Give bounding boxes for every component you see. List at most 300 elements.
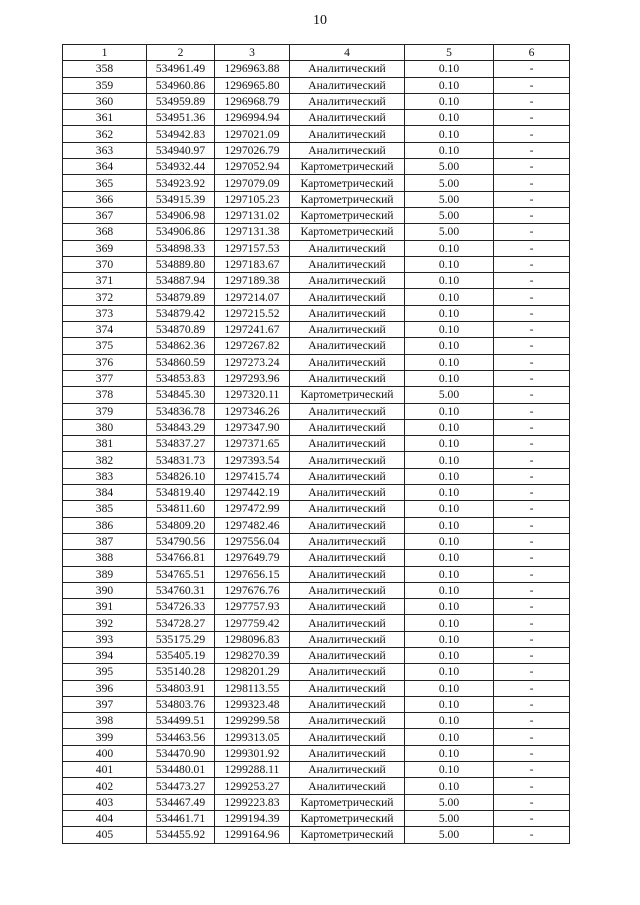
point-number-cell: 385	[63, 501, 147, 517]
x-coordinate-cell: 534870.89	[147, 322, 215, 338]
table-row	[63, 305, 570, 321]
y-coordinate-cell: 1297757.93	[215, 599, 290, 615]
table-row	[63, 810, 570, 826]
accuracy-cell: 0.10	[405, 93, 494, 109]
y-coordinate-cell: 1296963.88	[215, 61, 290, 77]
column-header-3: 3	[215, 45, 290, 61]
accuracy-cell: 0.10	[405, 647, 494, 663]
y-coordinate-cell: 1297676.76	[215, 582, 290, 598]
accuracy-cell: 5.00	[405, 794, 494, 810]
table-row	[63, 419, 570, 435]
accuracy-cell: 0.10	[405, 452, 494, 468]
y-coordinate-cell: 1297105.23	[215, 191, 290, 207]
note-cell: -	[494, 207, 570, 223]
table-row	[63, 729, 570, 745]
coordinates-table	[62, 44, 570, 844]
x-coordinate-cell: 535140.28	[147, 664, 215, 680]
method-cell: Аналитический	[290, 322, 405, 338]
x-coordinate-cell: 534915.39	[147, 191, 215, 207]
x-coordinate-cell: 534942.83	[147, 126, 215, 142]
point-number-cell: 399	[63, 729, 147, 745]
table-row	[63, 403, 570, 419]
accuracy-cell: 0.10	[405, 664, 494, 680]
note-cell: -	[494, 599, 570, 615]
note-cell: -	[494, 582, 570, 598]
accuracy-cell: 0.10	[405, 778, 494, 794]
note-cell: -	[494, 387, 570, 403]
column-header-1: 1	[63, 45, 147, 61]
table-row	[63, 696, 570, 712]
note-cell: -	[494, 354, 570, 370]
column-header-2: 2	[147, 45, 215, 61]
point-number-cell: 404	[63, 810, 147, 826]
x-coordinate-cell: 535175.29	[147, 631, 215, 647]
x-coordinate-cell: 534951.36	[147, 110, 215, 126]
note-cell: -	[494, 175, 570, 191]
point-number-cell: 402	[63, 778, 147, 794]
x-coordinate-cell: 534862.36	[147, 338, 215, 354]
method-cell: Картометрический	[290, 191, 405, 207]
note-cell: -	[494, 468, 570, 484]
table-row	[63, 533, 570, 549]
table-row	[63, 713, 570, 729]
note-cell: -	[494, 338, 570, 354]
point-number-cell: 369	[63, 240, 147, 256]
table-row	[63, 240, 570, 256]
y-coordinate-cell: 1297556.04	[215, 533, 290, 549]
method-cell: Аналитический	[290, 338, 405, 354]
x-coordinate-cell: 534760.31	[147, 582, 215, 598]
method-cell: Картометрический	[290, 207, 405, 223]
table-row	[63, 452, 570, 468]
point-number-cell: 387	[63, 533, 147, 549]
note-cell: -	[494, 403, 570, 419]
y-coordinate-cell: 1299301.92	[215, 745, 290, 761]
note-cell: -	[494, 827, 570, 843]
point-number-cell: 382	[63, 452, 147, 468]
y-coordinate-cell: 1297052.94	[215, 159, 290, 175]
accuracy-cell: 0.10	[405, 745, 494, 761]
note-cell: -	[494, 517, 570, 533]
accuracy-cell: 0.10	[405, 370, 494, 386]
accuracy-cell: 5.00	[405, 827, 494, 843]
method-cell: Аналитический	[290, 533, 405, 549]
y-coordinate-cell: 1297442.19	[215, 485, 290, 501]
note-cell: -	[494, 93, 570, 109]
table-row	[63, 599, 570, 615]
accuracy-cell: 0.10	[405, 240, 494, 256]
note-cell: -	[494, 436, 570, 452]
method-cell: Аналитический	[290, 256, 405, 272]
accuracy-cell: 5.00	[405, 810, 494, 826]
note-cell: -	[494, 778, 570, 794]
x-coordinate-cell: 534728.27	[147, 615, 215, 631]
note-cell: -	[494, 485, 570, 501]
table-row	[63, 354, 570, 370]
point-number-cell: 396	[63, 680, 147, 696]
y-coordinate-cell: 1297131.38	[215, 224, 290, 240]
note-cell: -	[494, 240, 570, 256]
accuracy-cell: 5.00	[405, 387, 494, 403]
table-row	[63, 680, 570, 696]
method-cell: Картометрический	[290, 827, 405, 843]
method-cell: Аналитический	[290, 110, 405, 126]
accuracy-cell: 0.10	[405, 436, 494, 452]
method-cell: Аналитический	[290, 729, 405, 745]
method-cell: Аналитический	[290, 745, 405, 761]
accuracy-cell: 0.10	[405, 142, 494, 158]
table-row	[63, 615, 570, 631]
note-cell: -	[494, 61, 570, 77]
x-coordinate-cell: 534480.01	[147, 762, 215, 778]
point-number-cell: 397	[63, 696, 147, 712]
x-coordinate-cell: 535405.19	[147, 647, 215, 663]
accuracy-cell: 0.10	[405, 485, 494, 501]
method-cell: Аналитический	[290, 762, 405, 778]
x-coordinate-cell: 534923.92	[147, 175, 215, 191]
note-cell: -	[494, 550, 570, 566]
method-cell: Аналитический	[290, 289, 405, 305]
point-number-cell: 395	[63, 664, 147, 680]
accuracy-cell: 0.10	[405, 403, 494, 419]
y-coordinate-cell: 1299323.48	[215, 696, 290, 712]
point-number-cell: 403	[63, 794, 147, 810]
x-coordinate-cell: 534887.94	[147, 273, 215, 289]
accuracy-cell: 0.10	[405, 305, 494, 321]
table-row	[63, 207, 570, 223]
y-coordinate-cell: 1297320.11	[215, 387, 290, 403]
accuracy-cell: 0.10	[405, 289, 494, 305]
x-coordinate-cell: 534932.44	[147, 159, 215, 175]
note-cell: -	[494, 647, 570, 663]
point-number-cell: 389	[63, 566, 147, 582]
x-coordinate-cell: 534889.80	[147, 256, 215, 272]
y-coordinate-cell: 1297347.90	[215, 419, 290, 435]
method-cell: Аналитический	[290, 615, 405, 631]
note-cell: -	[494, 289, 570, 305]
y-coordinate-cell: 1297241.67	[215, 322, 290, 338]
point-number-cell: 362	[63, 126, 147, 142]
accuracy-cell: 0.10	[405, 77, 494, 93]
y-coordinate-cell: 1298201.29	[215, 664, 290, 680]
table-row	[63, 93, 570, 109]
table-header	[63, 45, 570, 61]
point-number-cell: 364	[63, 159, 147, 175]
method-cell: Аналитический	[290, 142, 405, 158]
table-row	[63, 566, 570, 582]
note-cell: -	[494, 762, 570, 778]
note-cell: -	[494, 224, 570, 240]
table-row	[63, 289, 570, 305]
y-coordinate-cell: 1297079.09	[215, 175, 290, 191]
accuracy-cell: 0.10	[405, 550, 494, 566]
x-coordinate-cell: 534961.49	[147, 61, 215, 77]
x-coordinate-cell: 534843.29	[147, 419, 215, 435]
table-row	[63, 762, 570, 778]
table-row	[63, 468, 570, 484]
point-number-cell: 386	[63, 517, 147, 533]
y-coordinate-cell: 1299164.96	[215, 827, 290, 843]
table-row	[63, 827, 570, 843]
table-row	[63, 501, 570, 517]
note-cell: -	[494, 77, 570, 93]
note-cell: -	[494, 713, 570, 729]
point-number-cell: 359	[63, 77, 147, 93]
table-row	[63, 338, 570, 354]
table-row	[63, 256, 570, 272]
point-number-cell: 392	[63, 615, 147, 631]
page-number: 10	[313, 13, 327, 28]
header-row	[63, 45, 570, 61]
point-number-cell: 370	[63, 256, 147, 272]
x-coordinate-cell: 534826.10	[147, 468, 215, 484]
accuracy-cell: 0.10	[405, 599, 494, 615]
accuracy-cell: 0.10	[405, 126, 494, 142]
point-number-cell: 363	[63, 142, 147, 158]
y-coordinate-cell: 1299299.58	[215, 713, 290, 729]
accuracy-cell: 0.10	[405, 615, 494, 631]
x-coordinate-cell: 534461.71	[147, 810, 215, 826]
point-number-cell: 400	[63, 745, 147, 761]
method-cell: Картометрический	[290, 810, 405, 826]
y-coordinate-cell: 1296965.80	[215, 77, 290, 93]
x-coordinate-cell: 534836.78	[147, 403, 215, 419]
accuracy-cell: 0.10	[405, 338, 494, 354]
point-number-cell: 391	[63, 599, 147, 615]
accuracy-cell: 0.10	[405, 680, 494, 696]
x-coordinate-cell: 534819.40	[147, 485, 215, 501]
y-coordinate-cell: 1299288.11	[215, 762, 290, 778]
table-row	[63, 370, 570, 386]
point-number-cell: 361	[63, 110, 147, 126]
accuracy-cell: 0.10	[405, 729, 494, 745]
point-number-cell: 371	[63, 273, 147, 289]
method-cell: Аналитический	[290, 696, 405, 712]
accuracy-cell: 0.10	[405, 533, 494, 549]
x-coordinate-cell: 534463.56	[147, 729, 215, 745]
point-number-cell: 374	[63, 322, 147, 338]
x-coordinate-cell: 534960.86	[147, 77, 215, 93]
note-cell: -	[494, 322, 570, 338]
y-coordinate-cell: 1297393.54	[215, 452, 290, 468]
table-row	[63, 647, 570, 663]
point-number-cell: 401	[63, 762, 147, 778]
accuracy-cell: 0.10	[405, 582, 494, 598]
y-coordinate-cell: 1297759.42	[215, 615, 290, 631]
method-cell: Аналитический	[290, 126, 405, 142]
x-coordinate-cell: 534765.51	[147, 566, 215, 582]
note-cell: -	[494, 305, 570, 321]
y-coordinate-cell: 1297267.82	[215, 338, 290, 354]
note-cell: -	[494, 729, 570, 745]
y-coordinate-cell: 1297656.15	[215, 566, 290, 582]
point-number-cell: 393	[63, 631, 147, 647]
method-cell: Аналитический	[290, 599, 405, 615]
accuracy-cell: 5.00	[405, 207, 494, 223]
note-cell: -	[494, 794, 570, 810]
y-coordinate-cell: 1297273.24	[215, 354, 290, 370]
table-row	[63, 550, 570, 566]
y-coordinate-cell: 1297415.74	[215, 468, 290, 484]
y-coordinate-cell: 1297131.02	[215, 207, 290, 223]
point-number-cell: 372	[63, 289, 147, 305]
table-row	[63, 77, 570, 93]
note-cell: -	[494, 810, 570, 826]
column-header-5: 5	[405, 45, 494, 61]
accuracy-cell: 0.10	[405, 110, 494, 126]
note-cell: -	[494, 419, 570, 435]
x-coordinate-cell: 534906.86	[147, 224, 215, 240]
x-coordinate-cell: 534809.20	[147, 517, 215, 533]
method-cell: Картометрический	[290, 159, 405, 175]
point-number-cell: 381	[63, 436, 147, 452]
method-cell: Аналитический	[290, 240, 405, 256]
method-cell: Картометрический	[290, 794, 405, 810]
method-cell: Картометрический	[290, 387, 405, 403]
table-row	[63, 664, 570, 680]
column-header-4: 4	[290, 45, 405, 61]
x-coordinate-cell: 534837.27	[147, 436, 215, 452]
method-cell: Аналитический	[290, 631, 405, 647]
x-coordinate-cell: 534803.76	[147, 696, 215, 712]
table-row	[63, 224, 570, 240]
x-coordinate-cell: 534811.60	[147, 501, 215, 517]
y-coordinate-cell: 1297346.26	[215, 403, 290, 419]
note-cell: -	[494, 191, 570, 207]
method-cell: Картометрический	[290, 175, 405, 191]
point-number-cell: 367	[63, 207, 147, 223]
method-cell: Аналитический	[290, 419, 405, 435]
y-coordinate-cell: 1297472.99	[215, 501, 290, 517]
table-row	[63, 175, 570, 191]
x-coordinate-cell: 534467.49	[147, 794, 215, 810]
x-coordinate-cell: 534879.89	[147, 289, 215, 305]
x-coordinate-cell: 534940.97	[147, 142, 215, 158]
point-number-cell: 377	[63, 370, 147, 386]
table-row	[63, 631, 570, 647]
point-number-cell: 378	[63, 387, 147, 403]
table-row	[63, 110, 570, 126]
method-cell: Аналитический	[290, 778, 405, 794]
y-coordinate-cell: 1297482.46	[215, 517, 290, 533]
x-coordinate-cell: 534906.98	[147, 207, 215, 223]
note-cell: -	[494, 256, 570, 272]
accuracy-cell: 0.10	[405, 322, 494, 338]
accuracy-cell: 0.10	[405, 696, 494, 712]
note-cell: -	[494, 615, 570, 631]
x-coordinate-cell: 534853.83	[147, 370, 215, 386]
accuracy-cell: 0.10	[405, 419, 494, 435]
x-coordinate-cell: 534473.27	[147, 778, 215, 794]
x-coordinate-cell: 534803.91	[147, 680, 215, 696]
x-coordinate-cell: 534845.30	[147, 387, 215, 403]
point-number-cell: 390	[63, 582, 147, 598]
accuracy-cell: 0.10	[405, 354, 494, 370]
point-number-cell: 379	[63, 403, 147, 419]
table-body	[63, 61, 570, 843]
x-coordinate-cell: 534831.73	[147, 452, 215, 468]
note-cell: -	[494, 126, 570, 142]
note-cell: -	[494, 680, 570, 696]
method-cell: Аналитический	[290, 680, 405, 696]
y-coordinate-cell: 1297215.52	[215, 305, 290, 321]
point-number-cell: 388	[63, 550, 147, 566]
y-coordinate-cell: 1299194.39	[215, 810, 290, 826]
table-row	[63, 273, 570, 289]
method-cell: Картометрический	[290, 224, 405, 240]
x-coordinate-cell: 534470.90	[147, 745, 215, 761]
table-row	[63, 485, 570, 501]
accuracy-cell: 0.10	[405, 468, 494, 484]
method-cell: Аналитический	[290, 501, 405, 517]
accuracy-cell: 0.10	[405, 273, 494, 289]
note-cell: -	[494, 273, 570, 289]
note-cell: -	[494, 142, 570, 158]
point-number-cell: 373	[63, 305, 147, 321]
y-coordinate-cell: 1296968.79	[215, 93, 290, 109]
y-coordinate-cell: 1297026.79	[215, 142, 290, 158]
y-coordinate-cell: 1299253.27	[215, 778, 290, 794]
note-cell: -	[494, 452, 570, 468]
point-number-cell: 358	[63, 61, 147, 77]
table-row	[63, 436, 570, 452]
y-coordinate-cell: 1296994.94	[215, 110, 290, 126]
accuracy-cell: 5.00	[405, 191, 494, 207]
y-coordinate-cell: 1297157.53	[215, 240, 290, 256]
method-cell: Аналитический	[290, 77, 405, 93]
method-cell: Аналитический	[290, 436, 405, 452]
y-coordinate-cell: 1299313.05	[215, 729, 290, 745]
accuracy-cell: 0.10	[405, 762, 494, 778]
accuracy-cell: 5.00	[405, 159, 494, 175]
method-cell: Аналитический	[290, 93, 405, 109]
note-cell: -	[494, 664, 570, 680]
accuracy-cell: 0.10	[405, 256, 494, 272]
note-cell: -	[494, 370, 570, 386]
x-coordinate-cell: 534790.56	[147, 533, 215, 549]
table-row	[63, 159, 570, 175]
y-coordinate-cell: 1297021.09	[215, 126, 290, 142]
table-row	[63, 126, 570, 142]
table-row	[63, 794, 570, 810]
x-coordinate-cell: 534860.59	[147, 354, 215, 370]
y-coordinate-cell: 1298113.55	[215, 680, 290, 696]
method-cell: Аналитический	[290, 566, 405, 582]
y-coordinate-cell: 1298270.39	[215, 647, 290, 663]
point-number-cell: 383	[63, 468, 147, 484]
point-number-cell: 384	[63, 485, 147, 501]
x-coordinate-cell: 534499.51	[147, 713, 215, 729]
note-cell: -	[494, 631, 570, 647]
method-cell: Аналитический	[290, 713, 405, 729]
table-row	[63, 61, 570, 77]
y-coordinate-cell: 1299223.83	[215, 794, 290, 810]
note-cell: -	[494, 159, 570, 175]
y-coordinate-cell: 1298096.83	[215, 631, 290, 647]
method-cell: Аналитический	[290, 664, 405, 680]
table-row	[63, 582, 570, 598]
point-number-cell: 394	[63, 647, 147, 663]
method-cell: Аналитический	[290, 305, 405, 321]
accuracy-cell: 5.00	[405, 224, 494, 240]
method-cell: Аналитический	[290, 647, 405, 663]
table-row	[63, 387, 570, 403]
accuracy-cell: 5.00	[405, 175, 494, 191]
point-number-cell: 376	[63, 354, 147, 370]
note-cell: -	[494, 745, 570, 761]
accuracy-cell: 0.10	[405, 517, 494, 533]
x-coordinate-cell: 534898.33	[147, 240, 215, 256]
